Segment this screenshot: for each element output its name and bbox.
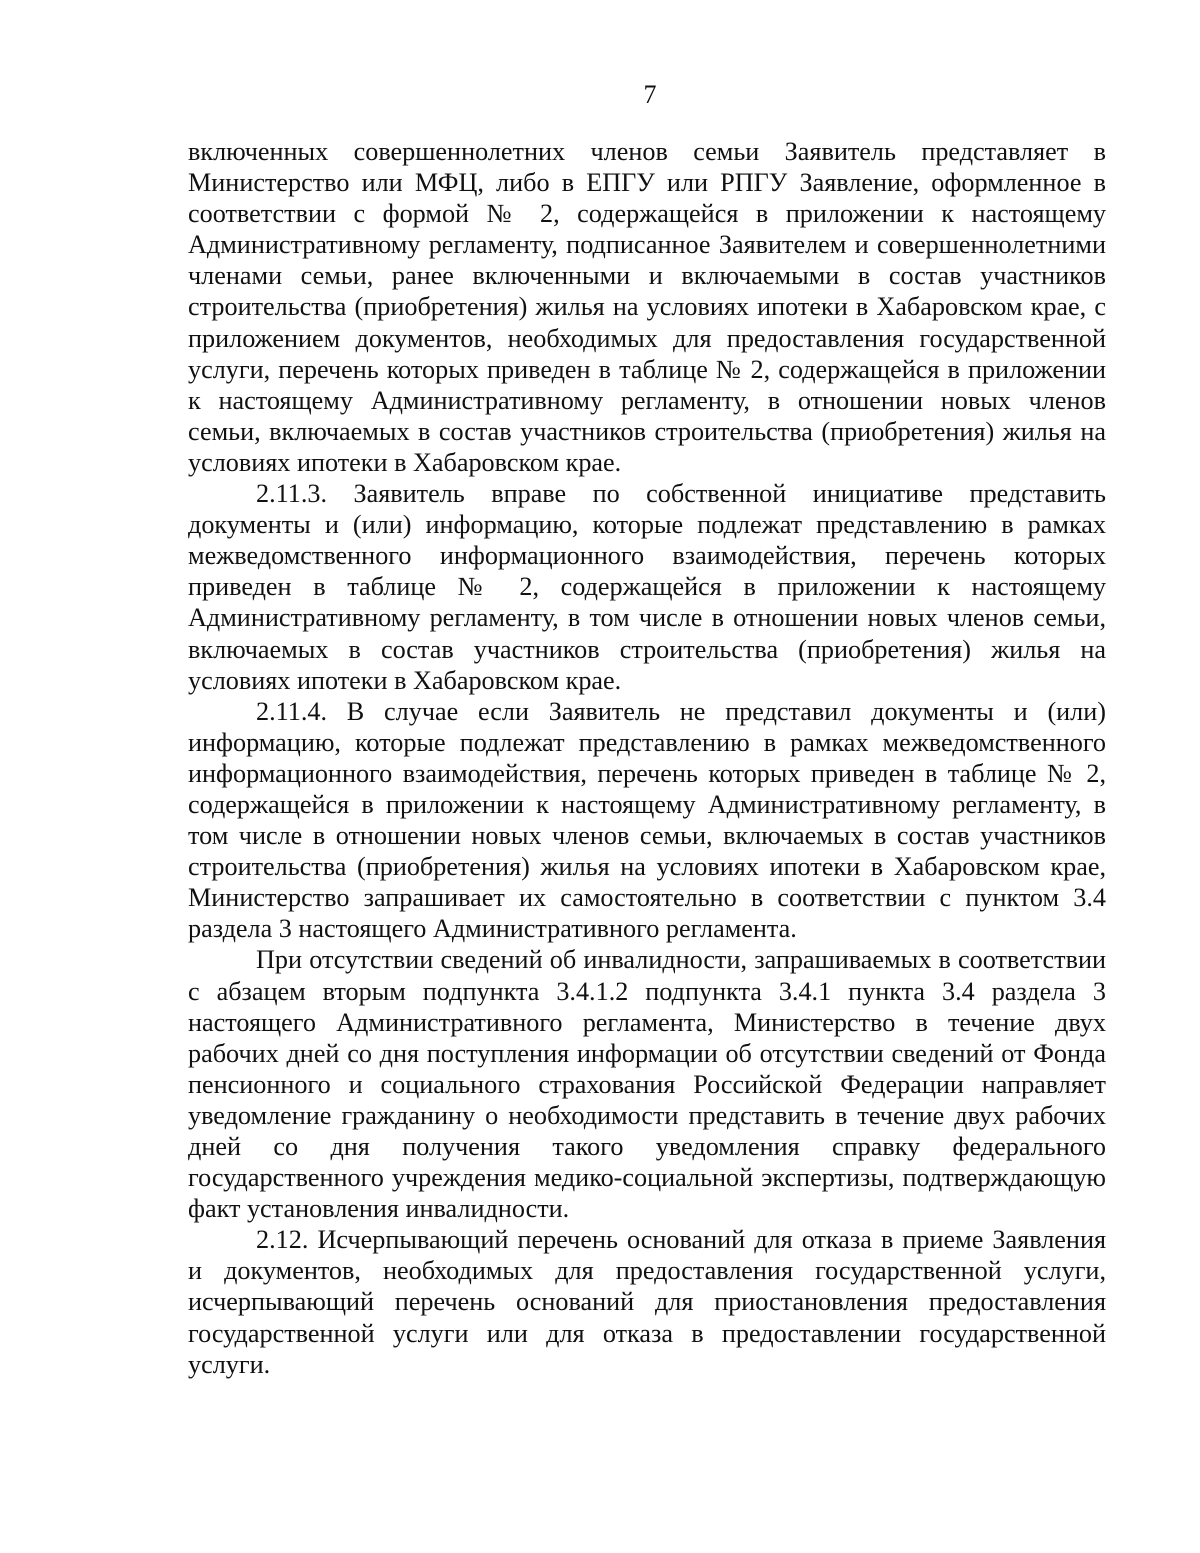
paragraph-disability-info: При отсутствии сведений об инвалидности, запрашиваемых в соответствии с абзацем вторым подпункта 3.4.1.2 подпункта 3.4.1 пункта 3.4 раздела 3 настоящего Административного регламента, Министерство в течение двух рабочих дней со дня поступления информации об отсутствии сведений от Фонда пенсионного и социального страхования Российской Федерации направляет уведомление гражданину о необходимости представить в течение двух рабочих дней со дня получения такого уведомления справку федерального государственного учреждения медико-социальной экспертизы, подтверждающую факт установления инвалидности. [188, 945, 1106, 1224]
page-number: 7 [643, 80, 657, 109]
document-body [188, 136, 1106, 1380]
paragraph-continuation: включенных совершеннолетних членов семьи Заявитель представляет в Министерство или МФЦ, либо в ЕПГУ или РПГУ Заявление, оформленное в соответствии с формой № 2, содержащейся в приложении к настоящему Административному регламенту, подписанное Заявителем и совершеннолетними членами семьи, ранее включенными и включаемыми в состав участников строительства (приобретения) жилья на условиях ипотеки в Хабаровском крае, с приложением документов, необходимых для предоставления государственной услуги, перечень которых приведен в таблице № 2, содержащейся в приложении к настоящему Административному регламенту, в отношении новых членов семьи, включаемых в состав участников строительства (приобретения) жилья на условиях ипотеки в Хабаровском крае. [188, 137, 1106, 477]
paragraph-clause-2-11-4: 2.11.4. В случае если Заявитель не представил документы и (или) информацию, которые подлежат представлению в рамках межведомственного информационного взаимодействия, перечень которых приведен в таблице № 2, содержащейся в приложении к настоящему Административному регламенту, в том числе в отношении новых членов семьи, включаемых в состав участников строительства (приобретения) жилья на условиях ипотеки в Хабаровском крае, Министерство запрашивает их самостоятельно в соответствии с пунктом 3.4 раздела 3 настоящего Административного регламента. [188, 696, 1106, 944]
paragraph-clause-2-11-3: 2.11.3. Заявитель вправе по собственной инициативе представить документы и (или) информацию, которые подлежат представлению в рамках межведомственного информационного взаимодействия, перечень которых приведен в таблице № 2, содержащейся в приложении к настоящему Административному регламенту, в том числе в отношении новых членов семьи, включаемых в состав участников строительства (приобретения) жилья на условиях ипотеки в Хабаровском крае. [188, 479, 1106, 695]
paragraph-clause-2-12: 2.12. Исчерпывающий перечень оснований для отказа в приеме Заявления и документов, необходимых для предоставления государственной услуги, исчерпывающий перечень оснований для приостановления предоставления государственной услуги или для отказа в предоставлении государственной услуги. [188, 1225, 1106, 1379]
